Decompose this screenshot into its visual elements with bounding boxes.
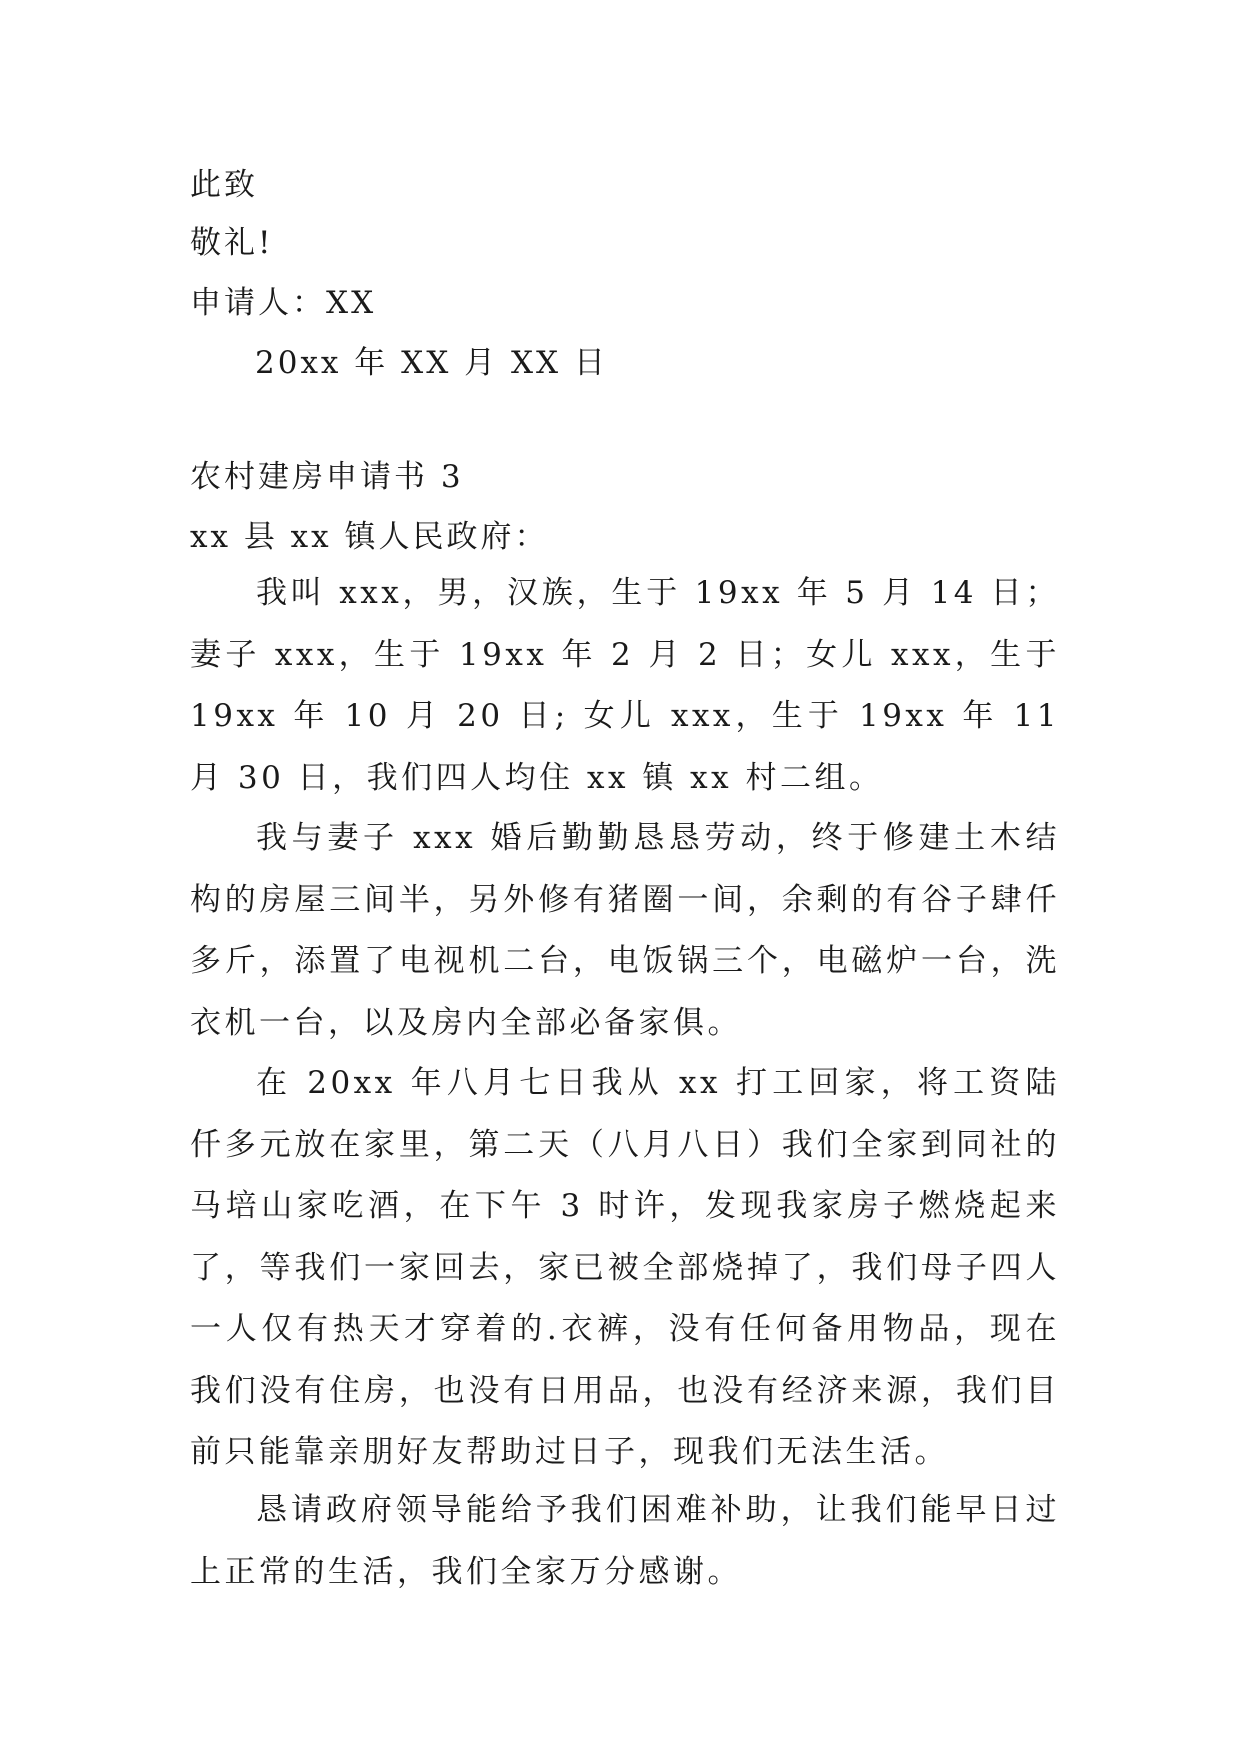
letter-title: 农村建房申请书 3 [190, 459, 464, 495]
regards-text: 敬礼! [190, 225, 274, 261]
body-paragraph-1: 我叫 xxx，男，汉族，生于 19xx 年 5 月 14 日；妻子 xxx，生于 19xx 年 2 月 2 日；女儿 xxx，生于 19xx 年 10 月 20 日; 女儿 xxx，生于 19xx 年 11 月 30 日，我们四人均住 xx 镇 xx 村二组。 [190, 575, 1060, 796]
salutation-text: 此致 [190, 167, 258, 203]
body-paragraph-4: 恳请政府领导能给予我们困难补助，让我们能早日过上正常的生活，我们全家万分感谢。 [190, 1492, 1060, 1590]
body-paragraph-2: 我与妻子 xxx 婚后勤勤恳恳劳动，终于修建土木结构的房屋三间半，另外修有猪圈一间，余剩的有谷子肆仟多斤，添置了电视机二台，电饭锅三个，电磁炉一台，洗衣机一台，以及房内全部必备家俱。 [190, 820, 1060, 1041]
letter-recipient: xx 县 xx 镇人民政府： [190, 519, 549, 555]
applicant-signature: 申请人：XX [190, 285, 377, 321]
signature-date: 20xx 年 XX 月 XX 日 [255, 345, 608, 381]
body-paragraph-3: 在 20xx 年八月七日我从 xx 打工回家，将工资陆仟多元放在家里，第二天（八月八日）我们全家到同社的马培山家吃酒，在下午 3 时许，发现我家房子燃烧起来了，等我们一家回去，家已被全部烧掉了，我们母子四人一人仅有热天才穿着的.衣裤，没有任何备用物品，现在我们没有住房，也没有日用品，也没有经济来源，我们目前只能靠亲朋好友帮助过日子，现我们无法生活。 [190, 1065, 1060, 1470]
